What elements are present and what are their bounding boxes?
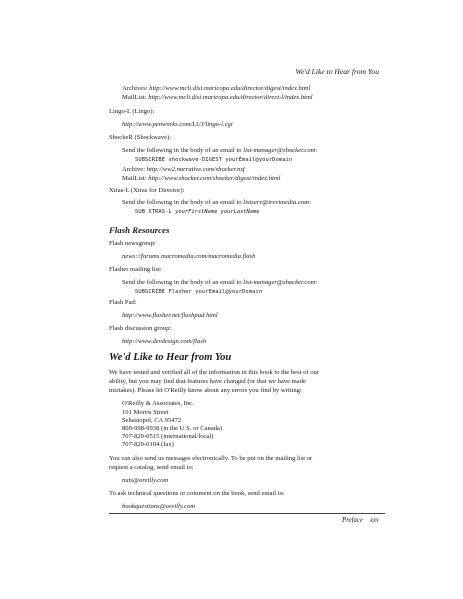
shockerl-command: SUBSCRIBE shockwave-DIGEST yourEmail@yourDomain (135, 157, 293, 163)
xtras-send-text: Send the following in the body of an email to (122, 199, 244, 206)
shockerl-send-end: : (315, 147, 318, 154)
flash-discussion-url[interactable]: http://www.devdesign.com/flash (122, 338, 207, 345)
running-head: We'd Like to Hear from You (295, 67, 379, 76)
footer-label: Preface (342, 517, 363, 524)
flasher-send-instruction (122, 279, 317, 287)
xtras-label: Xtras-L (Xtras for Director): (109, 187, 185, 194)
address-line-6: 707-829-0104 (fax) (122, 441, 174, 448)
shockerl-archive-label: Archive: (122, 166, 146, 173)
shockerl-maillist-url[interactable]: http://www.shocker.com/shocker/digest/index.html (148, 175, 281, 182)
bookquestions-email[interactable]: bookquestions@oreilly.com (122, 503, 196, 510)
xtras-send-end: : (308, 199, 311, 206)
lingo-label: Lingo-L (Lingo): (109, 108, 155, 115)
address-line-1: O'Reilly & Associates, Inc. (122, 400, 194, 407)
shockerl-archive-entry (122, 166, 245, 174)
xtras-command-args: yourFirstName yourLastName (175, 209, 260, 215)
maillist-label: MailList: (122, 94, 147, 101)
intro-line-2: ability, but you may find that features have changed (or that we have made (109, 378, 306, 385)
flash-newsgroup-label: Flash newsgroup: (109, 240, 156, 247)
technical-questions-text: To ask technical questions or comment on the book, send email to: (109, 490, 285, 497)
footer-rule (109, 513, 385, 514)
archives-label: Archives: (122, 85, 148, 92)
address-line-4: 800-998-9938 (in the U.S. or Canada) (122, 425, 223, 432)
shockerl-send-instruction (122, 147, 317, 155)
page-number: xxv (369, 517, 379, 524)
xtras-send-instruction (122, 199, 311, 207)
xtras-command-keyword: SUB XTRAS-L (135, 209, 176, 215)
flash-resources-heading: Flash Resources (109, 225, 170, 235)
flasher-send-end: : (315, 279, 318, 286)
flashpad-label: Flash Pad: (109, 299, 137, 306)
flash-newsgroup-url[interactable]: news://forums.macromedia.com/macromedia.flash (122, 253, 256, 260)
address-line-5: 707-829-0515 (international/local) (122, 433, 214, 440)
intro-line-1: We have tested and verified all of the information in this book to the best of our (109, 369, 320, 376)
shockerl-maillist-label: MailList: (122, 175, 147, 182)
flashpad-url[interactable]: http://www.flasher.net/flashpad.html (122, 312, 218, 319)
flash-discussion-label: Flash discussion group: (109, 325, 172, 332)
address-line-2: 101 Morris Street (122, 409, 169, 416)
shockerl-maillist-entry (122, 175, 280, 183)
archives-entry (122, 85, 310, 93)
flasher-command: SUBSCRIBE Flasher yourEmail@yourDomain (135, 289, 263, 295)
archives-url[interactable]: http://www.mcli.dist.maricopa.edu/director/digest/index.html (149, 85, 311, 92)
intro-line-3: mistakes). Please let O'Reilly know about any errors you find by writing: (109, 387, 302, 394)
lingo-url[interactable]: http://www.penworks.com/LUJ/lingo-l.cgi (122, 121, 233, 128)
xtras-command (135, 208, 260, 216)
address-line-3: Sebastopol, CA 95472 (122, 417, 182, 424)
nuts-email[interactable]: nuts@oreilly.com (122, 477, 169, 484)
xtras-send-email[interactable]: listserv@trevimedia.com (243, 199, 309, 206)
shockerl-send-text: Send the following in the body of an email to (122, 147, 244, 154)
shockerl-label: ShockeR (Shockwave): (109, 134, 172, 141)
flasher-label: Flasher mailing list: (109, 266, 162, 273)
shockerl-archive-url[interactable]: http://ww2.narrative.com/shocker.nsf (146, 166, 245, 173)
electronic-line-2: request a catalog, send email to: (109, 464, 194, 471)
electronic-line-1: You can also send us messages electronically. To be put on the mailing list or (109, 455, 313, 462)
maillist-entry (122, 94, 313, 102)
shockerl-send-email[interactable]: list-manager@shocker.com (243, 147, 316, 154)
flasher-send-text: Send the following in the body of an email to (122, 279, 244, 286)
page-footer (342, 517, 379, 524)
flasher-send-email[interactable]: list-manager@shocker.com (243, 279, 316, 286)
hear-from-you-heading: We'd Like to Hear from You (109, 352, 232, 363)
maillist-url[interactable]: http://www.mcli.dist.maricopa.edu/director/direct-l/index.html (148, 94, 313, 101)
